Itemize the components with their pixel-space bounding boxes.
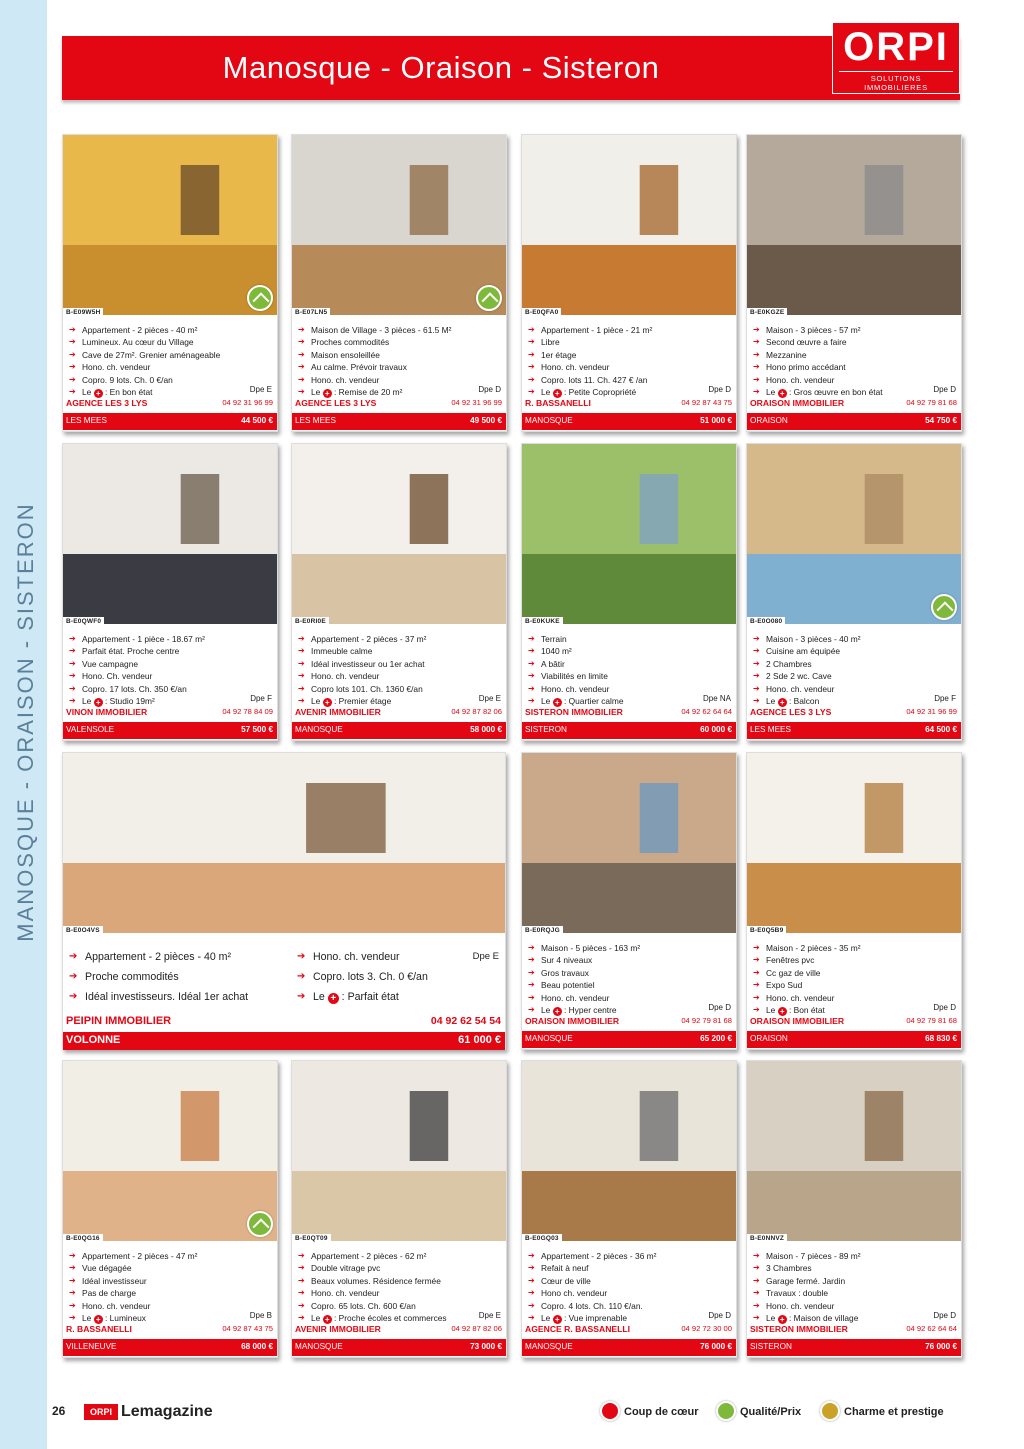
- listing-price: 64 500 €: [925, 725, 957, 734]
- agency-name[interactable]: SISTERON IMMOBILIER: [750, 1324, 848, 1334]
- listing-card[interactable]: [62, 752, 506, 1050]
- dpe-rating: Dpe D: [933, 1311, 956, 1320]
- listing-photo[interactable]: [747, 1061, 961, 1241]
- listing-feature: ➔ Hono. ch. vendeur: [526, 992, 732, 1004]
- listing-card[interactable]: [521, 1060, 737, 1358]
- price-bar: [63, 722, 277, 739]
- listing-feature: ➔ Copro. 9 lots. Ch. 0 €/an: [67, 374, 273, 386]
- listing-card[interactable]: [291, 1060, 507, 1358]
- heart-icon: [600, 1401, 620, 1421]
- listing-plus: ➔ Le + : Hyper centre: [526, 1004, 732, 1016]
- listing-features: [67, 324, 273, 398]
- agency-name[interactable]: PEIPIN IMMOBILIER: [66, 1015, 172, 1027]
- listing-feature: ➔ Maison - 2 pièces - 35 m²: [751, 942, 957, 954]
- qualite-prix-badge-icon: [931, 594, 957, 620]
- agency-phone[interactable]: 04 92 31 96 99: [222, 398, 273, 407]
- listing-feature: ➔ Appartement - 2 pièces - 62 m²: [296, 1250, 502, 1262]
- listing-city: MANOSQUE: [525, 416, 573, 425]
- dpe-rating: Dpe D: [933, 1003, 956, 1012]
- listing-photo[interactable]: [747, 135, 961, 315]
- agency-phone[interactable]: 04 92 78 84 09: [222, 707, 273, 716]
- dpe-rating: Dpe E: [478, 694, 501, 703]
- agency-phone[interactable]: 04 92 87 43 75: [681, 398, 732, 407]
- listing-feature: ➔ Viabilités en limite: [526, 670, 732, 682]
- listing-ref: B-E0O4VS: [63, 926, 103, 935]
- listing-ref: B-E07LN5: [292, 308, 330, 317]
- listing-photo[interactable]: [63, 753, 505, 933]
- listing-feature: ➔ Proches commodités: [296, 336, 502, 348]
- listing-feature: ➔ Hono. ch. vendeur: [296, 670, 502, 682]
- price-bar: [63, 1032, 505, 1050]
- listing-price: 76 000 €: [925, 1342, 957, 1351]
- listing-photo[interactable]: [292, 135, 506, 315]
- agency-name[interactable]: AGENCE LES 3 LYS: [750, 707, 832, 717]
- listing-feature: ➔ Vue campagne: [67, 658, 273, 670]
- listings-grid: [62, 134, 962, 1359]
- listing-photo[interactable]: [522, 444, 736, 624]
- listing-plus: ➔ Le + : Premier étage: [296, 695, 502, 707]
- plus-icon: +: [553, 1007, 562, 1016]
- price-bar: [292, 413, 506, 430]
- plus-icon: +: [553, 389, 562, 398]
- listing-feature: ➔ Hono. ch. vendeur: [751, 374, 957, 386]
- listing-photo[interactable]: [292, 1061, 506, 1241]
- plus-icon: +: [328, 993, 339, 1004]
- page-title: Manosque - Oraison - Sisteron: [222, 50, 660, 85]
- listing-feature: ➔ Maison - 3 pièces - 57 m²: [751, 324, 957, 336]
- listing-feature: ➔ 1er étage: [526, 349, 732, 361]
- listing-plus: ➔ Le + : Gros œuvre en bon état: [751, 386, 957, 398]
- listing-feature: ➔ Copro. lots 3. Ch. 0 €/an: [295, 967, 501, 987]
- listing-feature: ➔ 2 Sde 2 wc. Cave: [751, 670, 957, 682]
- listing-photo[interactable]: [292, 444, 506, 624]
- listing-city: MANOSQUE: [295, 725, 343, 734]
- page-number: 26: [52, 1404, 66, 1418]
- listing-feature: ➔ Maison ensoleillée: [296, 349, 502, 361]
- plus-icon: +: [553, 1315, 562, 1324]
- price-bar: [63, 413, 277, 430]
- listing-features: [526, 1250, 732, 1324]
- listing-ref: B-E09W5H: [63, 308, 103, 317]
- listing-city: VALENSOLE: [66, 725, 115, 734]
- price-bar: [63, 1339, 277, 1356]
- listing-photo[interactable]: [522, 753, 736, 933]
- price-bar: [747, 1031, 961, 1048]
- listing-feature: ➔ Appartement - 2 pièces - 47 m²: [67, 1250, 273, 1262]
- listing-feature: ➔ Hono. ch. vendeur: [296, 374, 502, 386]
- listing-feature: ➔ Appartement - 2 pièces - 40 m²: [67, 947, 287, 967]
- listing-feature: ➔ Hono. ch. vendeur: [296, 1287, 502, 1299]
- agency-phone[interactable]: 04 92 62 54 54: [430, 1015, 501, 1027]
- listing-feature: ➔ Appartement - 2 pièces - 36 m²: [526, 1250, 732, 1262]
- listing-features: [751, 633, 957, 707]
- agency-name[interactable]: VINON IMMOBILIER: [66, 707, 148, 717]
- listing-card[interactable]: [521, 134, 737, 432]
- price-bar: [747, 413, 961, 430]
- listing-feature: ➔ Appartement - 1 pièce - 21 m²: [526, 324, 732, 336]
- agency-phone[interactable]: 04 92 79 81 68: [681, 1016, 732, 1025]
- listing-ref: B-E0KUKE: [522, 617, 563, 626]
- listing-city: ORAISON: [750, 1034, 788, 1043]
- dpe-rating: Dpe NA: [702, 694, 731, 703]
- plus-icon: +: [94, 1315, 103, 1324]
- dpe-rating: Dpe E: [249, 385, 272, 394]
- agency-phone[interactable]: 04 92 87 43 75: [222, 1324, 273, 1333]
- price-bar: [522, 413, 736, 430]
- listing-price: 68 000 €: [241, 1342, 273, 1351]
- listing-plus: ➔ Le + : Petite Copropriété: [526, 386, 732, 398]
- listing-feature: ➔ Idéal investisseurs. Idéal 1er achat: [67, 987, 287, 1007]
- listing-feature: ➔ Maison de Village - 3 pièces - 61.5 M²: [296, 324, 502, 336]
- listing-feature: ➔ Maison - 5 pièces - 163 m²: [526, 942, 732, 954]
- listing-plus: ➔ Le + : Remise de 20 m²: [296, 386, 502, 398]
- plus-icon: +: [94, 698, 103, 707]
- listing-plus: ➔ Le + : Maison de village: [751, 1312, 957, 1324]
- listing-card[interactable]: [291, 134, 507, 432]
- listing-features-2: [295, 947, 501, 1007]
- listing-city: LES MEES: [750, 725, 791, 734]
- dpe-rating: Dpe D: [933, 385, 956, 394]
- listing-feature: ➔ Hono. ch. vendeur: [751, 992, 957, 1004]
- agency-phone[interactable]: 04 92 79 81 68: [906, 1016, 957, 1025]
- listing-features: [526, 324, 732, 398]
- agency-name[interactable]: AVENIR IMMOBILIER: [295, 707, 381, 717]
- listing-card[interactable]: [291, 443, 507, 741]
- listing-ref: B-E0GQ03: [522, 1234, 562, 1243]
- listing-features: [751, 1250, 957, 1324]
- listing-photo[interactable]: [747, 444, 961, 624]
- listing-plus: ➔ Le + : Balcon: [751, 695, 957, 707]
- price-bar: [522, 1339, 736, 1356]
- agency-phone[interactable]: 04 92 31 96 99: [906, 707, 957, 716]
- page-header: [62, 25, 960, 100]
- listing-city: LES MEES: [66, 416, 107, 425]
- listing-feature: ➔ Copro. 4 lots. Ch. 110 €/an.: [526, 1300, 732, 1312]
- dpe-rating: Dpe D: [708, 1311, 731, 1320]
- listing-feature: ➔ Hono. ch. vendeur: [67, 361, 273, 373]
- agency-name[interactable]: R. BASSANELLI: [525, 398, 591, 408]
- listing-city: MANOSQUE: [525, 1034, 573, 1043]
- plus-icon: +: [778, 1007, 787, 1016]
- listing-ref: B-E0KGZE: [747, 308, 787, 317]
- listing-price: 44 500 €: [241, 416, 273, 425]
- listing-card[interactable]: [521, 443, 737, 741]
- listing-features: [67, 1250, 273, 1324]
- dpe-rating: Dpe D: [708, 1003, 731, 1012]
- listing-plus: ➔ Le + : Parfait état: [295, 987, 501, 1007]
- agency-name[interactable]: ORAISON IMMOBILIER: [525, 1016, 620, 1026]
- agency-name[interactable]: AGENCE R. BASSANELLI: [525, 1324, 631, 1334]
- listing-plus: ➔ Le + : Quartier calme: [526, 695, 732, 707]
- listing-feature: ➔ Travaux : double: [751, 1287, 957, 1299]
- qualite-prix-badge-icon: [476, 285, 502, 311]
- listing-feature: ➔ Beau potentiel: [526, 979, 732, 991]
- check-icon: [716, 1401, 736, 1421]
- agency-phone[interactable]: 04 92 62 64 64: [906, 1324, 957, 1333]
- listing-photo[interactable]: [522, 135, 736, 315]
- listing-ref: B-E0RQJG: [522, 926, 563, 935]
- listing-feature: ➔ Libre: [526, 336, 732, 348]
- listing-features: [296, 633, 502, 707]
- listing-city: VOLONNE: [66, 1034, 121, 1046]
- listing-photo[interactable]: [63, 1061, 277, 1241]
- listing-feature: ➔ Beaux volumes. Résidence fermée: [296, 1275, 502, 1287]
- listing-feature: ➔ Lumineux. Au cœur du Village: [67, 336, 273, 348]
- qualite-prix-badge-icon: [247, 1211, 273, 1237]
- plus-icon: +: [94, 389, 103, 398]
- listing-features: [67, 947, 287, 1007]
- listing-feature: ➔ Hono. ch. vendeur: [295, 947, 501, 967]
- footer-orpi-logo: ORPI: [84, 1404, 118, 1420]
- listing-price: 65 200 €: [700, 1034, 732, 1043]
- plus-icon: +: [778, 1315, 787, 1324]
- listing-card[interactable]: [746, 443, 962, 741]
- listing-card[interactable]: [62, 134, 278, 432]
- listing-features: [526, 942, 732, 1016]
- listing-price: 60 000 €: [700, 725, 732, 734]
- listing-feature: ➔ Cœur de ville: [526, 1275, 732, 1287]
- listing-feature: ➔ Garage fermé. Jardin: [751, 1275, 957, 1287]
- listing-city: LES MEES: [295, 416, 336, 425]
- agency-phone[interactable]: 04 92 62 64 64: [681, 707, 732, 716]
- listing-city: ORAISON: [750, 416, 788, 425]
- plus-icon: +: [778, 389, 787, 398]
- agency-name[interactable]: AGENCE LES 3 LYS: [295, 398, 377, 408]
- orpi-logo: ORPI SOLUTIONS IMMOBILIERES: [832, 22, 960, 94]
- listing-feature: ➔ Fenêtres pvc: [751, 954, 957, 966]
- listing-feature: ➔ Appartement - 1 pièce - 18.67 m²: [67, 633, 273, 645]
- magazine-name: Lemagazine: [121, 1403, 213, 1420]
- dpe-rating: Dpe F: [250, 694, 272, 703]
- listing-price: 49 500 €: [470, 416, 502, 425]
- listing-features: [526, 633, 732, 707]
- listing-feature: ➔ Appartement - 2 pièces - 37 m²: [296, 633, 502, 645]
- listing-feature: ➔ Au calme. Prévoir travaux: [296, 361, 502, 373]
- agency-name[interactable]: SISTERON IMMOBILIER: [525, 707, 623, 717]
- listing-feature: ➔ Copro lots 101. Ch. 1360 €/an: [296, 683, 502, 695]
- listing-price: 54 750 €: [925, 416, 957, 425]
- agency-phone[interactable]: 04 92 72 30 00: [681, 1324, 732, 1333]
- plus-icon: +: [778, 698, 787, 707]
- dpe-rating: Dpe B: [249, 1311, 272, 1320]
- price-bar: [292, 722, 506, 739]
- listing-feature: ➔ Hono. ch. vendeur: [526, 683, 732, 695]
- listing-feature: ➔ Hono. ch. vendeur: [526, 361, 732, 373]
- listing-feature: ➔ Double vitrage pvc: [296, 1262, 502, 1274]
- listing-feature: ➔ Idéal investisseur: [67, 1275, 273, 1287]
- listing-city: SISTERON: [750, 1342, 792, 1351]
- listing-city: VILLENEUVE: [66, 1342, 117, 1351]
- price-bar: [747, 1339, 961, 1356]
- listing-features: [751, 324, 957, 398]
- plus-icon: +: [323, 1315, 332, 1324]
- dpe-rating: Dpe F: [934, 694, 956, 703]
- listing-feature: ➔ Refait à neuf: [526, 1262, 732, 1274]
- listing-ref: B-E0QFA0: [522, 308, 561, 317]
- dpe-rating: Dpe E: [478, 1311, 501, 1320]
- listing-features: [67, 633, 273, 707]
- listing-plus: ➔ Le + : Bon état: [751, 1004, 957, 1016]
- dpe-rating: Dpe D: [708, 385, 731, 394]
- listing-price: 73 000 €: [470, 1342, 502, 1351]
- listing-feature: ➔ Terrain: [526, 633, 732, 645]
- price-bar: [522, 1031, 736, 1048]
- listing-feature: ➔ Pas de charge: [67, 1287, 273, 1299]
- listing-photo[interactable]: [522, 1061, 736, 1241]
- listing-photo[interactable]: [63, 135, 277, 315]
- listing-feature: ➔ Hono. ch. vendeur: [751, 683, 957, 695]
- listing-feature: ➔ Hono. ch. vendeur: [751, 1300, 957, 1312]
- listing-feature: ➔ Cc gaz de ville: [751, 967, 957, 979]
- qualite-prix-badge-icon: [247, 285, 273, 311]
- listing-feature: ➔ A bâtir: [526, 658, 732, 670]
- agency-phone[interactable]: 04 92 79 81 68: [906, 398, 957, 407]
- listing-price: 57 500 €: [241, 725, 273, 734]
- agency-phone[interactable]: 04 92 31 96 99: [451, 398, 502, 407]
- listing-feature: ➔ Gros travaux: [526, 967, 732, 979]
- listing-ref: B-E0Q5B9: [747, 926, 786, 935]
- listing-features: [751, 942, 957, 1016]
- agency-phone[interactable]: 04 92 87 82 06: [451, 1324, 502, 1333]
- listing-card[interactable]: [521, 752, 737, 1050]
- listing-card[interactable]: [746, 752, 962, 1050]
- listing-feature: ➔ Maison - 7 pièces - 89 m²: [751, 1250, 957, 1262]
- listing-plus: ➔ Le + : Studio 19m²: [67, 695, 273, 707]
- listing-feature: ➔ Cuisine am équipée: [751, 645, 957, 657]
- price-bar: [522, 722, 736, 739]
- listing-plus: ➔ Le + : En bon état: [67, 386, 273, 398]
- listing-plus: ➔ Le + : Lumineux: [67, 1312, 273, 1324]
- listing-features: [296, 1250, 502, 1324]
- listing-feature: ➔ 1040 m²: [526, 645, 732, 657]
- listing-feature: ➔ Expo Sud: [751, 979, 957, 991]
- listing-feature: ➔ Idéal investisseur ou 1er achat: [296, 658, 502, 670]
- listing-card[interactable]: [746, 1060, 962, 1358]
- agency-phone[interactable]: 04 92 87 82 06: [451, 707, 502, 716]
- price-bar: [292, 1339, 506, 1356]
- listing-feature: ➔ Copro. lots 11. Ch. 427 € /an: [526, 374, 732, 386]
- listing-feature: ➔ Copro. 17 lots. Ch. 350 €/an: [67, 683, 273, 695]
- listing-city: MANOSQUE: [525, 1342, 573, 1351]
- agency-name[interactable]: ORAISON IMMOBILIER: [750, 398, 845, 408]
- listing-feature: ➔ Proche commodités: [67, 967, 287, 987]
- listing-price: 58 000 €: [470, 725, 502, 734]
- listing-feature: ➔ 2 Chambres: [751, 658, 957, 670]
- star-icon: [820, 1401, 840, 1421]
- listing-feature: ➔ Sur 4 niveaux: [526, 954, 732, 966]
- listing-city: SISTERON: [525, 725, 567, 734]
- listing-feature: ➔ Hono. ch. vendeur: [67, 1300, 273, 1312]
- plus-icon: +: [323, 698, 332, 707]
- listing-feature: ➔ Cave de 27m². Grenier aménageable: [67, 349, 273, 361]
- listing-feature: ➔ Hono. Ch. vendeur: [67, 670, 273, 682]
- agency-name[interactable]: AGENCE LES 3 LYS: [66, 398, 148, 408]
- listing-price: 51 000 €: [700, 416, 732, 425]
- listing-feature: ➔ Parfait état. Proche centre: [67, 645, 273, 657]
- listing-ref: B-E0QG16: [63, 1234, 103, 1243]
- listing-feature: ➔ Hono ch. vendeur: [526, 1287, 732, 1299]
- listing-city: MANOSQUE: [295, 1342, 343, 1351]
- listing-card[interactable]: [746, 134, 962, 432]
- agency-name[interactable]: AVENIR IMMOBILIER: [295, 1324, 381, 1334]
- listing-feature: ➔ Maison - 3 pièces - 40 m²: [751, 633, 957, 645]
- listing-photo[interactable]: [747, 753, 961, 933]
- listing-ref: B-E0NNVZ: [747, 1234, 787, 1243]
- dpe-rating: Dpe E: [472, 951, 499, 962]
- listing-feature: ➔ Mezzanine: [751, 349, 957, 361]
- listing-price: 68 830 €: [925, 1034, 957, 1043]
- listing-feature: ➔ Vue dégagée: [67, 1262, 273, 1274]
- listing-feature: ➔ 3 Chambres: [751, 1262, 957, 1274]
- listing-ref: B-E0RI0E: [292, 617, 329, 626]
- agency-name[interactable]: R. BASSANELLI: [66, 1324, 132, 1334]
- legend-charme-prestige: Charme et prestige: [820, 1401, 944, 1421]
- listing-feature: ➔ Hono primo accédant: [751, 361, 957, 373]
- legend-coup-de-coeur: Coup de cœur: [600, 1401, 699, 1421]
- dpe-rating: Dpe D: [478, 385, 501, 394]
- listing-plus: ➔ Le + : Vue imprenable: [526, 1312, 732, 1324]
- listing-ref: B-E0O080: [747, 617, 785, 626]
- listing-price: 61 000 €: [458, 1034, 501, 1046]
- listing-photo[interactable]: [63, 444, 277, 624]
- price-bar: [747, 722, 961, 739]
- agency-name[interactable]: ORAISON IMMOBILIER: [750, 1016, 845, 1026]
- listing-feature: ➔ Copro. 65 lots. Ch. 600 €/an: [296, 1300, 502, 1312]
- legend-qualite-prix: Qualité/Prix: [716, 1401, 801, 1421]
- listing-feature: ➔ Second œuvre a faire: [751, 336, 957, 348]
- listing-feature: ➔ Appartement - 2 pièces - 40 m²: [67, 324, 273, 336]
- listing-ref: B-E0QT09: [292, 1234, 331, 1243]
- listing-card[interactable]: [62, 443, 278, 741]
- listing-card[interactable]: [62, 1060, 278, 1358]
- listing-features: [296, 324, 502, 398]
- listing-price: 76 000 €: [700, 1342, 732, 1351]
- plus-icon: +: [323, 389, 332, 398]
- listing-feature: ➔ Immeuble calme: [296, 645, 502, 657]
- plus-icon: +: [553, 698, 562, 707]
- listing-ref: B-E0QWF0: [63, 617, 104, 626]
- listing-plus: ➔ Le + : Proche écoles et commerces: [296, 1312, 502, 1324]
